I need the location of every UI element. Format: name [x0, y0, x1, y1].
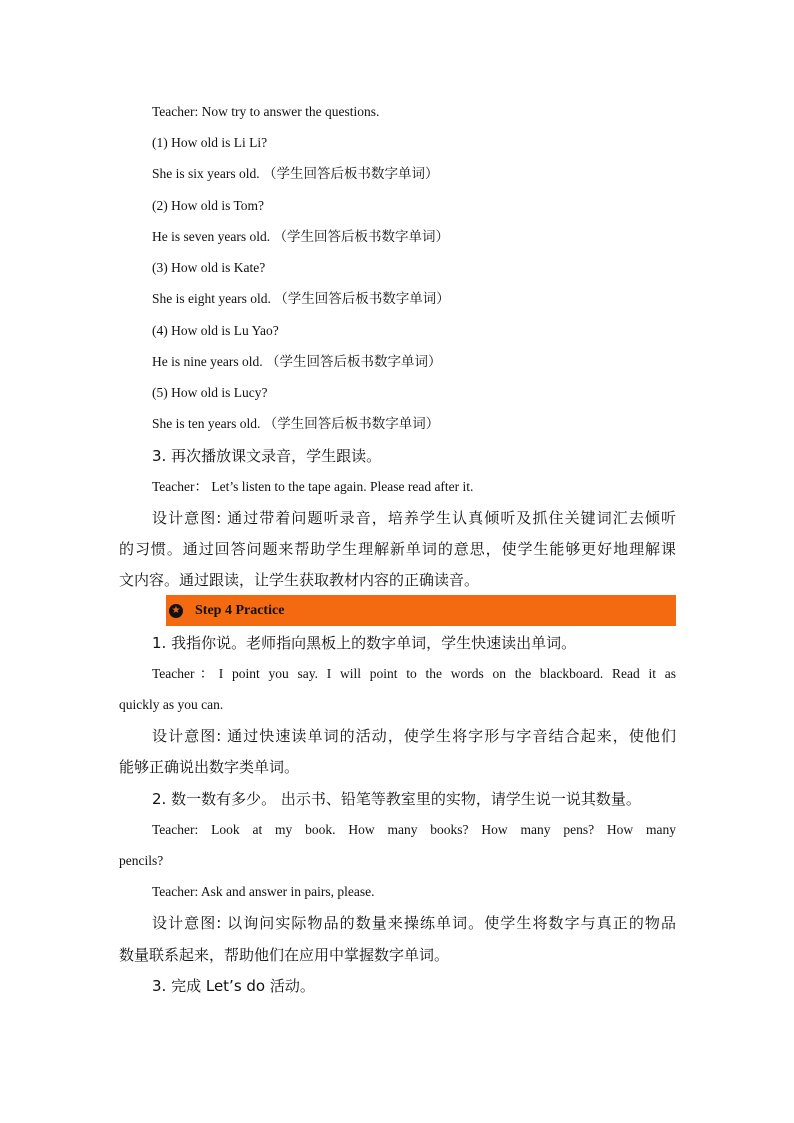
step-4-heading [166, 595, 676, 626]
star-icon: ★ [169, 604, 183, 618]
question-5: (5) How old is Lucy? [152, 385, 268, 400]
answer-3: She is eight years old. （学生回答后板书数字单词） [152, 291, 450, 306]
answer-1: She is six years old. （学生回答后板书数字单词） [152, 166, 439, 181]
answer-4: He is nine years old. （学生回答后板书数字单词） [152, 354, 442, 369]
answer-5: She is ten years old. （学生回答后板书数字单词） [152, 416, 440, 431]
design-intent-1-line-2: 的习惯。通过回答问题来帮助学生理解新单词的意思，使学生能够更好地理解课 [119, 540, 676, 558]
question-4: (4) How old is Lu Yao? [152, 323, 279, 338]
teacher-point-say-line-2: quickly as you can. [119, 697, 224, 712]
design-intent-1-line-1: 设计意图: 通过带着问题听录音，培养学生认真倾听及抓住关键词汇去倾听 [152, 509, 676, 527]
teacher-point-say-line-1: Teacher：I point you say. I will point to the words on the blackboard. Read it as [152, 666, 676, 681]
teacher-pairs: Teacher: Ask and answer in pairs, please. [152, 884, 375, 899]
question-1: (1) How old is Li Li? [152, 135, 268, 150]
step-item-3: 3. 再次播放课文录音，学生跟读。 [152, 447, 382, 465]
question-2: (2) How old is Tom? [152, 198, 265, 213]
step-4-label: Step 4 Practice [195, 602, 285, 618]
design-intent-1-line-3: 文内容。通过跟读，让学生获取教材内容的正确读音。 [119, 571, 480, 589]
practice-item-2: 2. 数一数有多少。 出示书、铅笔等教室里的实物，请学生说一说其数量。 [152, 790, 641, 808]
teacher-listen-again: Teacher： Let’s listen to the tape again. Please read after it. [152, 479, 474, 494]
teacher-instruction: Teacher: Now try to answer the questions. [152, 104, 380, 119]
teacher-look-line-1: Teacher: Look at my book. How many books? How many pens? How many [152, 822, 676, 837]
answer-2: He is seven years old. （学生回答后板书数字单词） [152, 229, 449, 244]
design-intent-3-line-2: 数量联系起来，帮助他们在应用中掌握数字单词。 [119, 946, 450, 964]
practice-item-3: 3. 完成 Let’s do 活动。 [152, 977, 315, 995]
practice-item-1: 1. 我指你说。老师指向黑板上的数字单词，学生快速读出单词。 [152, 634, 577, 652]
teacher-look-line-2: pencils? [119, 853, 164, 868]
design-intent-2-line-2: 能够正确说出数字类单词。 [119, 758, 300, 776]
question-3: (3) How old is Kate? [152, 260, 266, 275]
design-intent-3-line-1: 设计意图: 以询问实际物品的数量来操练单词。使学生将数字与真正的物品 [152, 914, 676, 932]
design-intent-2-line-1: 设计意图: 通过快速读单词的活动，使学生将字形与字音结合起来，使他们 [152, 727, 676, 745]
